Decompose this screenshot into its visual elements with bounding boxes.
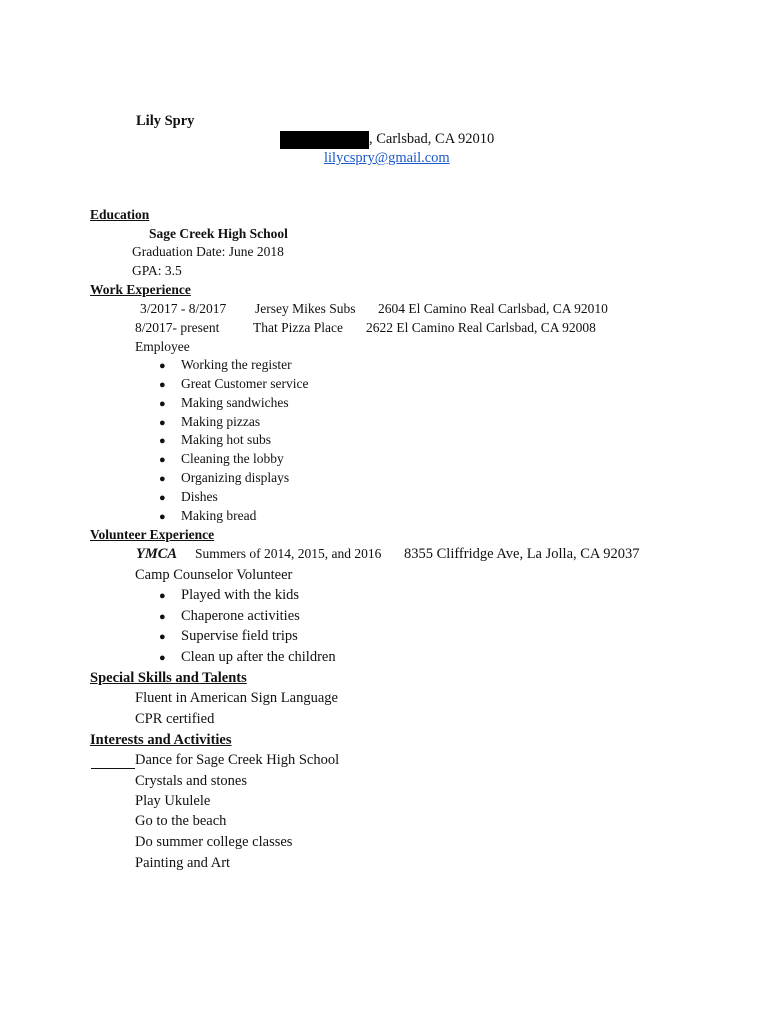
- duty-item: Making pizzas: [181, 414, 261, 429]
- duty-item: Great Customer service: [181, 376, 309, 391]
- duty-item: Making sandwiches: [181, 395, 289, 410]
- duty-item: Making bread: [181, 508, 257, 523]
- bullet-icon: ●: [159, 417, 166, 429]
- skill-item: CPR certified: [135, 711, 215, 727]
- bullet-icon: ●: [159, 611, 166, 623]
- graduation-date: Graduation Date: June 2018: [132, 244, 284, 259]
- skill-item: Fluent in American Sign Language: [135, 690, 338, 706]
- work-experience-heading: Work Experience: [90, 282, 191, 297]
- blank-underline: [91, 768, 135, 769]
- bullet-icon: ●: [159, 652, 166, 664]
- volunteer-duty: Played with the kids: [181, 587, 300, 603]
- volunteer-heading: Volunteer Experience: [90, 527, 215, 542]
- job-dates: 8/2017- present: [135, 320, 220, 335]
- interest-item: Dance for Sage Creek High School: [135, 752, 340, 768]
- volunteer-org: YMCA: [136, 546, 178, 562]
- volunteer-address: 8355 Cliffridge Ave, La Jolla, CA 92037: [404, 546, 640, 562]
- bullet-icon: ●: [159, 454, 166, 466]
- bullet-icon: ●: [159, 473, 166, 485]
- redacted-address: [280, 131, 369, 149]
- duty-item: Cleaning the lobby: [181, 451, 284, 466]
- interests-heading: Interests and Activities: [90, 732, 232, 748]
- bullet-icon: ●: [159, 492, 166, 504]
- education-heading: Education: [90, 207, 150, 222]
- volunteer-dates: Summers of 2014, 2015, and 2016: [195, 546, 382, 561]
- interest-item: Go to the beach: [135, 813, 227, 829]
- job-dates: 3/2017 - 8/2017: [140, 301, 227, 316]
- duty-item: Organizing displays: [181, 470, 290, 485]
- applicant-name: Lily Spry: [136, 113, 195, 129]
- bullet-icon: ●: [159, 631, 166, 643]
- duty-item: Working the register: [181, 357, 292, 372]
- job-address: 2604 El Camino Real Carlsbad, CA 92010: [378, 301, 608, 316]
- interest-item: Crystals and stones: [135, 773, 247, 789]
- bullet-icon: ●: [159, 360, 166, 372]
- bullet-icon: ●: [159, 435, 166, 447]
- interest-item: Painting and Art: [135, 855, 231, 871]
- job-role: Employee: [135, 339, 190, 354]
- bullet-icon: ●: [159, 398, 166, 410]
- duty-item: Making hot subs: [181, 432, 272, 447]
- duty-item: Dishes: [181, 489, 218, 504]
- bullet-icon: ●: [159, 379, 166, 391]
- volunteer-duty: Supervise field trips: [181, 628, 298, 644]
- bullet-icon: ●: [159, 590, 166, 602]
- volunteer-duty: Clean up after the children: [181, 649, 336, 665]
- interest-item: Do summer college classes: [135, 834, 293, 850]
- volunteer-role: Camp Counselor Volunteer: [135, 567, 293, 583]
- job-employer: Jersey Mikes Subs: [255, 301, 356, 316]
- school-name: Sage Creek High School: [149, 226, 288, 241]
- volunteer-duty: Chaperone activities: [181, 608, 300, 624]
- address-city: , Carlsbad, CA 92010: [369, 131, 495, 147]
- gpa: GPA: 3.5: [132, 263, 182, 278]
- skills-heading: Special Skills and Talents: [90, 670, 247, 686]
- bullet-icon: ●: [159, 511, 166, 523]
- job-employer: That Pizza Place: [253, 320, 343, 335]
- email-link[interactable]: lilycspry@gmail.com: [324, 150, 450, 166]
- interest-item: Play Ukulele: [135, 793, 211, 809]
- job-address: 2622 El Camino Real Carlsbad, CA 92008: [366, 320, 596, 335]
